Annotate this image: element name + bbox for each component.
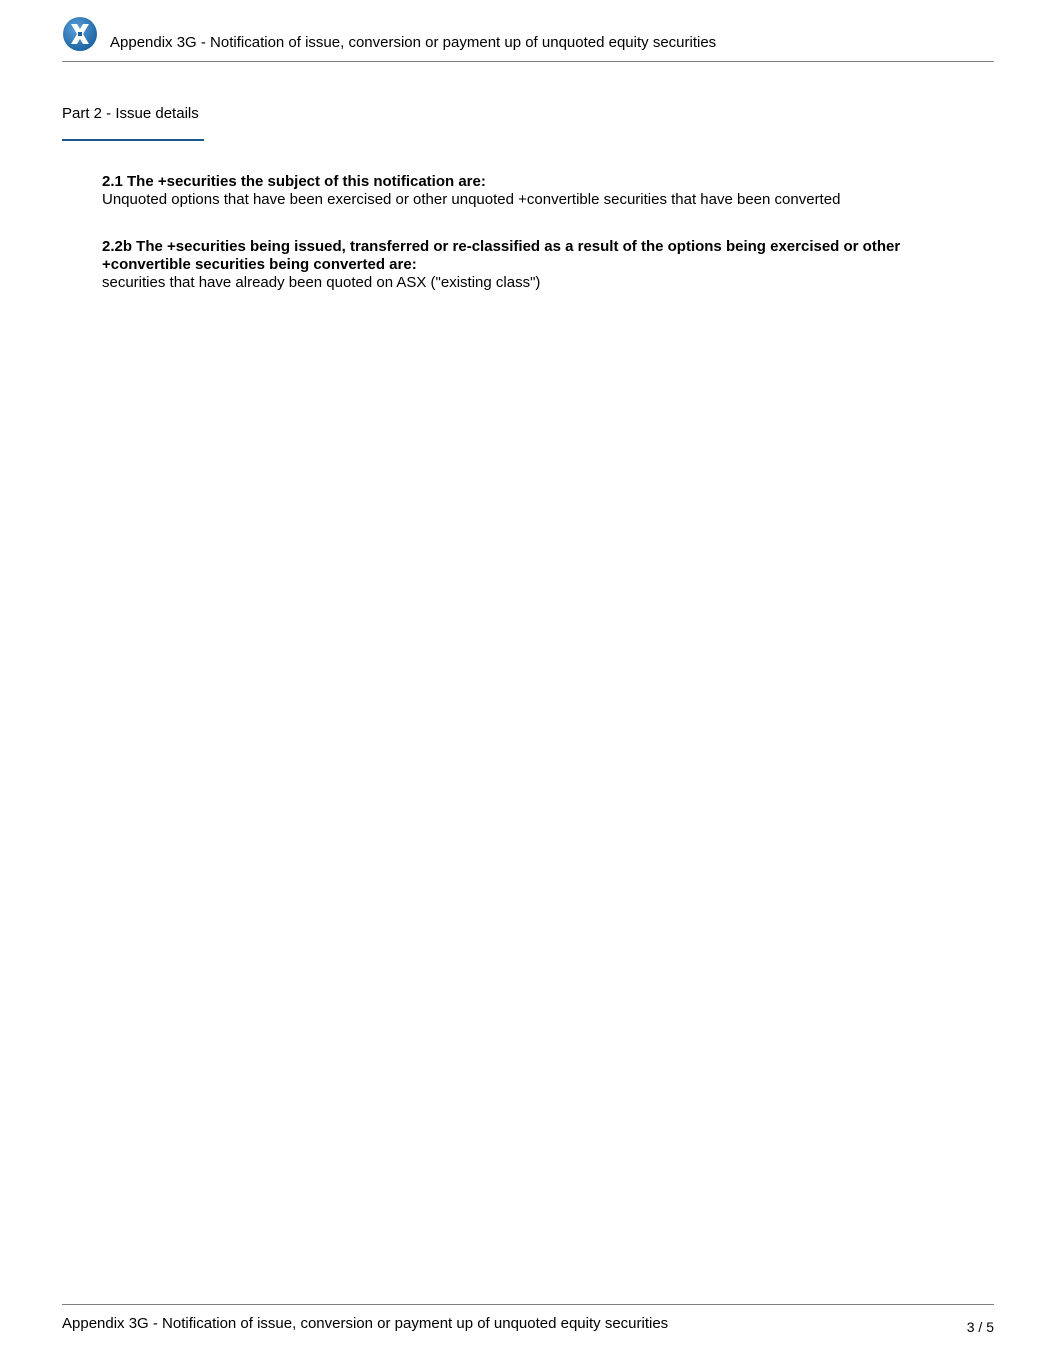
question-2-2b	[102, 238, 962, 292]
page-number: 3 / 5	[966, 1319, 994, 1335]
section-underline	[62, 139, 204, 141]
page-header	[62, 14, 994, 62]
document-title: Appendix 3G - Notification of issue, conversion or payment up of unquoted equity securities	[110, 34, 717, 51]
question-2-1	[102, 173, 962, 209]
question-answer: securities that have already been quoted on ASX ("existing class")	[102, 274, 541, 291]
asx-logo-icon	[62, 16, 98, 52]
page-footer	[62, 1304, 994, 1345]
footer-title: Appendix 3G - Notification of issue, conversion or payment up of unquoted equity securities	[62, 1315, 669, 1332]
question-label: 2.1 The +securities the subject of this notification are:	[102, 173, 486, 190]
section-title: Part 2 - Issue details	[62, 105, 199, 122]
question-answer: Unquoted options that have been exercised or other unquoted +convertible securities that have been converted	[102, 191, 841, 208]
question-label: 2.2b The +securities being issued, transferred or re-classified as a result of the options being exercised or other +convertible securities being converted are:	[102, 238, 901, 273]
